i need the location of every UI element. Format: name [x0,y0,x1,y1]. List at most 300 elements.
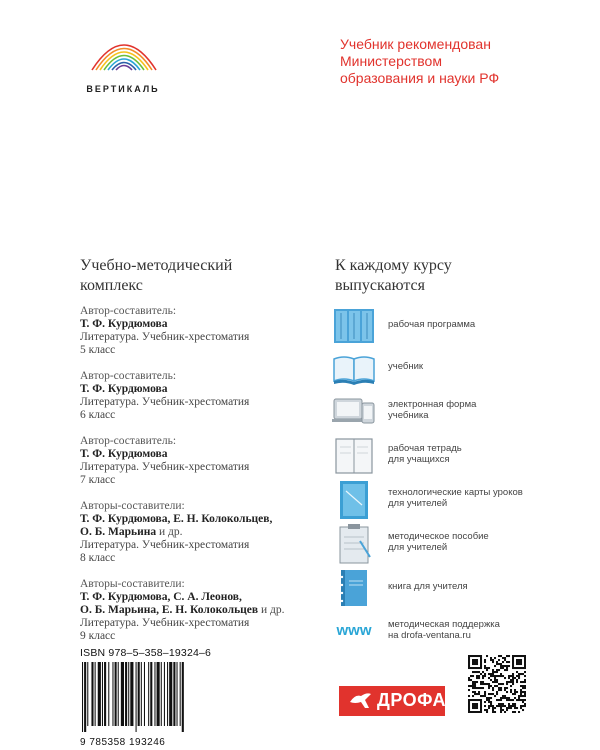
barcode-bar [112,662,113,726]
qr-code [468,655,526,713]
qr-module [474,671,476,673]
qr-module [516,691,518,693]
barcode-bar [157,662,160,726]
qr-module [472,655,474,657]
qr-module [496,675,498,677]
workbook-icon [330,433,378,477]
qr-module [512,661,514,663]
qr-module [468,657,470,659]
qr-module [500,683,502,685]
qr-module [480,681,482,683]
barcode-bar [164,662,165,726]
qr-module [520,681,522,683]
qr-module [498,689,500,691]
qr-module [508,655,510,657]
qr-module [494,679,496,681]
barcode-bar [169,662,172,726]
qr-module [508,699,510,701]
qr-module [518,699,520,701]
barcode-bar [148,662,149,726]
qr-module [524,687,526,689]
qr-module [470,685,472,687]
qr-module [522,709,524,711]
authors-continued: О. Б. Марьина и др. [80,526,183,538]
author-label: Автор-составитель: [80,435,177,447]
qr-module [506,667,508,669]
barcode-bar [141,662,142,726]
qr-module [518,677,520,679]
qr-module [468,705,470,707]
qr-module [506,655,508,657]
qr-module [468,695,470,697]
barcode-bar [108,662,109,726]
product-label: книга для учителя [388,581,468,592]
qr-module [468,685,470,687]
qr-module [522,681,524,683]
qr-module [484,661,486,663]
qr-module [488,677,490,679]
qr-module [492,669,494,671]
qr-module [480,655,482,657]
qr-module [504,711,506,713]
qr-module [508,665,510,667]
qr-module [488,699,490,701]
qr-module [514,677,516,679]
qr-module [474,703,476,705]
qr-module [478,675,480,677]
qr-module [488,701,490,703]
qr-module [498,687,500,689]
grade: 5 класс [80,344,116,356]
qr-module [506,691,508,693]
qr-module [476,659,478,661]
qr-module [514,707,516,709]
qr-module [486,711,488,713]
qr-module [502,657,504,659]
qr-module [474,691,476,693]
product-item [330,345,590,389]
publisher-name: ДРОФА [377,690,447,710]
lesson-maps-icon [330,477,378,521]
qr-module [518,695,520,697]
qr-module [524,693,526,695]
qr-module [472,663,474,665]
qr-module [472,683,474,685]
qr-module [496,685,498,687]
qr-module [474,693,476,695]
qr-module [512,679,514,681]
qr-module [472,681,474,683]
qr-module [478,677,480,679]
qr-module [520,655,522,657]
qr-module [476,705,478,707]
qr-module [480,687,482,689]
qr-module [486,669,488,671]
qr-module [482,683,484,685]
qr-module [478,699,480,701]
qr-module [498,655,500,657]
qr-module [524,699,526,701]
qr-module [516,671,518,673]
qr-module [520,659,522,661]
qr-module [480,673,482,675]
product-item [330,565,590,609]
qr-module [506,681,508,683]
book-title: Литература. Учебник-хрестоматия [80,461,250,473]
qr-module [500,655,502,657]
barcode-bar [182,662,184,732]
barcode-bar [144,662,145,726]
rainbow-arcs-icon [84,18,164,78]
qr-module [510,707,512,709]
qr-module [498,703,500,705]
qr-module [518,655,520,657]
qr-module [468,699,470,701]
qr-module [476,711,478,713]
qr-module [478,671,480,673]
qr-module [506,697,508,699]
qr-module [520,693,522,695]
qr-module [512,703,514,705]
qr-module [500,697,502,699]
qr-module [524,663,526,665]
qr-module [516,679,518,681]
qr-module [504,695,506,697]
product-item [330,389,590,433]
qr-module [508,675,510,677]
qr-module [520,691,522,693]
qr-module [492,659,494,661]
qr-module [512,699,514,701]
qr-module [498,663,500,665]
barcode-bar [115,662,117,726]
qr-module [504,669,506,671]
qr-module [470,667,472,669]
recommendation-line: Учебник рекомендован [340,36,491,52]
qr-module [502,683,504,685]
qr-module [472,707,474,709]
qr-module [480,661,482,663]
book-title: Литература. Учебник-хрестоматия [80,396,250,408]
qr-module [480,659,482,661]
qr-module [490,675,492,677]
product-label: методическая поддержка на drofa-ventana.ru [388,619,500,641]
product-label: рабочая программа [388,319,476,330]
textbook-entry [80,578,320,643]
qr-module [474,655,476,657]
qr-module [500,703,502,705]
qr-module [510,699,512,701]
qr-module [476,661,478,663]
authors: Т. Ф. Курдюмова, С. А. Леонов, [80,591,242,603]
qr-module [484,701,486,703]
barcode-bar [138,662,140,726]
qr-module [504,657,506,659]
qr-module [520,685,522,687]
qr-module [482,677,484,679]
qr-module [522,687,524,689]
qr-module [516,663,518,665]
book-title: Литература. Учебник-хрестоматия [80,331,250,343]
qr-module [524,681,526,683]
right-heading-line: выпускаются [335,277,425,294]
qr-module [524,695,526,697]
qr-module [492,705,494,707]
qr-module [522,705,524,707]
qr-module [474,681,476,683]
qr-module [494,681,496,683]
qr-module [514,655,516,657]
qr-module [518,673,520,675]
qr-module [468,703,470,705]
qr-module [518,667,520,669]
author-label: Автор-составитель: [80,305,177,317]
qr-module [510,679,512,681]
qr-module [472,699,474,701]
qr-module [504,665,506,667]
qr-module [522,695,524,697]
qr-module [484,675,486,677]
qr-module [476,703,478,705]
qr-module [516,707,518,709]
qr-module [514,693,516,695]
product-label: учебник [388,361,424,372]
barcode-bar [104,662,106,726]
textbook-icon [330,345,378,389]
qr-module [498,669,500,671]
qr-module [494,675,496,677]
qr-module [496,669,498,671]
qr-module [500,709,502,711]
qr-module [524,705,526,707]
qr-module [492,661,494,663]
grade: 8 класс [80,552,116,564]
qr-module [494,707,496,709]
qr-module [474,685,476,687]
qr-module [490,705,492,707]
qr-module [506,669,508,671]
qr-module [468,689,470,691]
qr-module [500,689,502,691]
qr-module [494,671,496,673]
barcode-bar [167,662,168,726]
qr-module [472,711,474,713]
barcode-bar [125,662,127,726]
qr-module [468,709,470,711]
qr-module [474,711,476,713]
qr-module [516,675,518,677]
qr-module [498,699,500,701]
author-label: Авторы-составители: [80,578,185,590]
qr-module [490,673,492,675]
qr-module [518,663,520,665]
product-item [330,303,590,347]
qr-module [480,665,482,667]
qr-module [512,693,514,695]
qr-module [488,705,490,707]
qr-module [486,683,488,685]
qr-module [480,707,482,709]
barcode-bar [161,662,162,726]
barcode-bar [130,662,133,726]
qr-module [512,663,514,665]
qr-module [482,675,484,677]
qr-module [524,657,526,659]
qr-module [504,705,506,707]
qr-module [472,687,474,689]
qr-module [498,705,500,707]
qr-module [472,695,474,697]
qr-module [508,661,510,663]
qr-module [506,687,508,689]
qr-module [480,695,482,697]
qr-module [494,657,496,659]
qr-module [510,689,512,691]
qr-module [494,685,496,687]
qr-module [488,687,490,689]
qr-module [476,687,478,689]
qr-module [484,683,486,685]
drofa-logo [339,686,445,716]
qr-module [522,655,524,657]
qr-module [476,667,478,669]
qr-module [490,693,492,695]
qr-module [476,663,478,665]
textbook-entry [80,500,320,565]
qr-module [508,703,510,705]
qr-module [516,699,518,701]
barcode [80,662,218,732]
qr-module [488,667,490,669]
qr-module [484,709,486,711]
qr-module [520,695,522,697]
author-label: Автор-составитель: [80,370,177,382]
barcode-bar [118,662,119,726]
qr-module [512,705,514,707]
qr-module [484,705,486,707]
qr-module [512,681,514,683]
barcode-bar [154,662,155,726]
product-label: рабочая тетрадь для учащихся [388,443,462,465]
qr-module [500,699,502,701]
ministry-recommendation [340,36,570,87]
qr-module [472,659,474,661]
qr-module [470,679,472,681]
qr-module [524,667,526,669]
qr-module [484,691,486,693]
qr-module [496,679,498,681]
qr-module [468,663,470,665]
qr-module [488,673,490,675]
qr-module [478,687,480,689]
qr-module [510,691,512,693]
qr-module [478,667,480,669]
qr-module [480,699,482,701]
textbook-entry [80,435,320,487]
qr-module [512,677,514,679]
qr-module [496,663,498,665]
qr-module [500,711,502,713]
qr-module [520,661,522,663]
qr-module [500,707,502,709]
barcode-bar [102,662,103,726]
qr-module [492,693,494,695]
qr-module [512,657,514,659]
qr-module [482,671,484,673]
qr-module [492,707,494,709]
book-title: Литература. Учебник-хрестоматия [80,617,250,629]
qr-module [504,659,506,661]
qr-module [524,685,526,687]
qr-module [508,677,510,679]
qr-module [508,681,510,683]
qr-module [524,675,526,677]
qr-module [468,665,470,667]
qr-module [484,665,486,667]
qr-module [484,693,486,695]
qr-module [518,659,520,661]
qr-module [500,665,502,667]
vertical-logo [80,18,170,98]
qr-module [486,709,488,711]
qr-module [468,711,470,713]
qr-module [480,667,482,669]
qr-module [502,697,504,699]
qr-module [500,667,502,669]
qr-module [512,711,514,713]
qr-module [516,667,518,669]
qr-module [524,691,526,693]
qr-module [490,685,492,687]
product-label: методическое пособие для учителей [388,531,489,553]
qr-module [468,659,470,661]
qr-module [482,687,484,689]
qr-module [486,655,488,657]
qr-module [470,699,472,701]
qr-module [510,675,512,677]
qr-module [474,707,476,709]
qr-module [512,655,514,657]
textbook-list [80,305,320,656]
qr-module [522,699,524,701]
qr-module [498,675,500,677]
qr-module [468,707,470,709]
product-item [330,609,590,653]
qr-module [502,695,504,697]
qr-module [472,685,474,687]
qr-module [480,703,482,705]
qr-module [468,661,470,663]
qr-module [524,661,526,663]
qr-module [490,659,492,661]
authors: Т. Ф. Курдюмова [80,318,168,330]
qr-module [486,667,488,669]
qr-module [474,663,476,665]
qr-module [514,689,516,691]
barcode-bar [95,662,96,726]
qr-module [520,699,522,701]
qr-module [470,711,472,713]
qr-module [484,695,486,697]
qr-module [492,689,494,691]
qr-module [494,665,496,667]
qr-module [506,699,508,701]
qr-module [472,671,474,673]
qr-module [514,711,516,713]
qr-module [508,705,510,707]
qr-module [504,697,506,699]
qr-module [518,675,520,677]
